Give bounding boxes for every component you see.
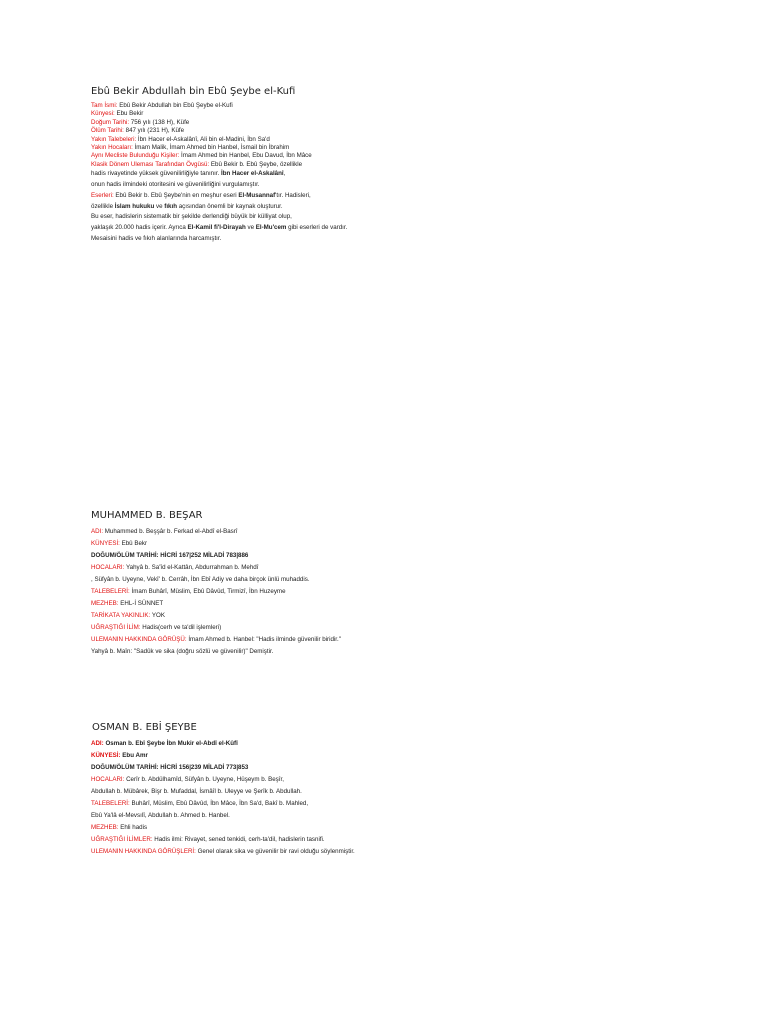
field-row [91, 738, 731, 750]
field-row [91, 586, 731, 598]
field-value: İmam Ahmed bin Hanbel, Ebu Davud, İbn Mâce [179, 152, 312, 160]
field-row [91, 846, 731, 858]
field-row [91, 798, 731, 810]
field-value: Genel olarak sika ve güvenilir bir ravi olduğu söylenmiştir. [195, 848, 355, 855]
field-label: UĞRAŞTIĞI İLİM: [91, 624, 141, 631]
field-value: Ebu Bekir [114, 110, 144, 118]
field-value: Osman b. Ebî Şeybe İbn Mukir el-Abdî el-Kûfî [103, 740, 238, 747]
field-row [91, 762, 731, 774]
field-value: Ebû Bekir Abdullah bin Ebû Şeybe el-Kufi [117, 102, 233, 109]
field-label: TARİKATA YAKINLIK: [91, 612, 151, 619]
text-run-bold: El-Musannaf [238, 191, 276, 199]
field-value: Ehli hadis [118, 824, 148, 831]
text-run: açısından önemli bir kaynak oluşturur. [177, 202, 283, 210]
field-row [91, 646, 731, 658]
field-row [91, 102, 731, 110]
field-label: TALEBELERİ: [91, 800, 130, 807]
field-row [91, 550, 731, 562]
field-value: Cerîr b. Abdülhamîd, Süfyân b. Uyeyne, Hüşeym b. Beşîr, [124, 776, 284, 783]
field-label: Ölüm Tarihi: [91, 127, 124, 135]
field-label: Künyesi: [91, 110, 115, 118]
field-value: , Süfyân b. Uyeyne, Vekî' b. Cerrâh, İbn Ebî Adiy ve daha birçok ünlü muhaddis. [91, 576, 310, 583]
text-run-bold: fıkıh [164, 202, 177, 210]
field-value: 847 yılı (231 H), Küfe [123, 127, 185, 135]
section-ebu-bekir [91, 86, 731, 245]
field-row [91, 822, 731, 834]
field-row [91, 810, 731, 822]
field-row [91, 610, 731, 622]
field-label: Yakın Hocaları: [91, 144, 133, 152]
field-value: Ebû Ya'lâ el-Mevsılî, Abdullah b. Ahmed b. Hanbel. [91, 812, 230, 819]
text-run: yaklaşık 20.000 hadis içerir. Ayrıca [91, 224, 188, 232]
text-run-bold: El-Kamil fi'l-Dirayah [187, 224, 246, 232]
field-list [91, 738, 731, 858]
field-row [91, 574, 731, 586]
field-label: Doğum Tarihi: [91, 118, 130, 126]
field-value: Ebû Bekir b. Ebû Şeybe, özellikle [209, 160, 303, 168]
section-title: Ebû Bekir Abdullah bin Ebû Şeybe el-Kufi [91, 86, 296, 97]
field-row [91, 774, 731, 786]
field-row [91, 144, 731, 152]
field-row [91, 127, 731, 135]
field-label: Tam İsmi: [91, 102, 118, 109]
field-row [91, 750, 731, 762]
text-run: özellikle [91, 202, 115, 210]
field-label: HOCALARI: [91, 564, 125, 571]
field-list [91, 526, 731, 658]
text-run: , [283, 170, 286, 178]
field-list [91, 102, 731, 169]
field-label: TALEBELERİ: [91, 588, 130, 595]
section-osman-b-ebi-seybe [91, 722, 731, 858]
field-value: Yahyâ b. Sa'îd el-Kattân, Abdurrahman b. Mehdî [124, 564, 259, 571]
text-run: hadis rivayetinde yüksek güvenilirliğiyle tanınır. [91, 170, 222, 178]
field-value: Abdullah b. Mübârek, Bişr b. Mufaddal, İsmâîl b. Uleyye ve Şerîk b. Abdullah. [91, 788, 302, 795]
body-text-line: Mesaisini hadis ve fıkıh alanlarında harcamıştır. [91, 235, 222, 243]
field-value: İmam Ahmed b. Hanbel: "Hadis ilminde güvenilir biridir." [186, 636, 341, 643]
text-run-bold: İbn Hacer el-Askalânî [221, 170, 284, 178]
field-label: UĞRAŞTIĞI İLİMLER: [91, 836, 153, 843]
field-value: Muhammed b. Beşşâr b. Ferkad el-Abdî el-Basrî [103, 528, 238, 535]
field-label: HOCALARI: [91, 776, 125, 783]
field-value: İmam Malik, İmam Ahmed bin Hanbel, İsmail bin İbrahim [132, 144, 290, 152]
field-label: ULEMANIN HAKKINDA GÖRÜŞÜ: [91, 636, 187, 643]
body-text-line [91, 191, 731, 202]
field-label: KÜNYESİ: [91, 540, 120, 547]
field-value: DOĞUM/ÖLÜM TARİHİ: HİCRİ 167|252 MİLADİ 783|886 [91, 552, 249, 559]
text-run: Ebû Bekir b. Ebû Şeybe'nin en meşhur eseri [113, 191, 239, 199]
field-value: Hadis ilmi: Rivayet, sened tenkidi, cerh-ta'dil, hadislerin tasnifi. [152, 836, 325, 843]
field-value: Ebu Amr [120, 752, 148, 759]
field-value: YOK [150, 612, 165, 619]
field-row [91, 634, 731, 646]
body-text-line [91, 223, 731, 234]
field-value: DOĞUM/ÖLÜM TARİHİ: HİCRİ 156|239 MİLADİ 773|853 [91, 764, 249, 771]
field-label: ULEMANIN HAKKINDA GÖRÜŞLERİ: [91, 848, 196, 855]
field-value: Ebû Bekr [119, 540, 148, 547]
field-row [91, 786, 731, 798]
section-muhammed-b-besar [91, 510, 731, 658]
field-row [91, 538, 731, 550]
body-text-line [91, 202, 731, 213]
text-run-bold: İslam hukuku [114, 202, 155, 210]
field-value: Yahyâ b. Maîn: "Sadûk ve sika (doğru sözlü ve güvenilir)" Demiştir. [91, 648, 274, 655]
field-row [91, 136, 731, 144]
section-title: OSMAN B. EBİ ŞEYBE [92, 722, 197, 733]
field-value: 756 yılı (138 H), Küfe [129, 118, 190, 126]
field-row [91, 152, 731, 160]
field-row [91, 562, 731, 574]
field-label: MEZHEB: [91, 824, 119, 831]
field-label: Yakın Talebeleri: [91, 135, 137, 143]
field-row [91, 526, 731, 538]
field-row [91, 161, 731, 169]
field-value: Hadis(cerh ve ta'dil işlemleri) [140, 624, 222, 631]
body-text-line: Bu eser, hadislerin sistematik bir şekilde derlendiği büyük bir külliyat olup, [91, 213, 292, 221]
field-label: Eserleri: [91, 191, 114, 199]
text-run: ve [154, 202, 165, 210]
field-row [91, 110, 731, 118]
section-title: MUHAMMED B. BEŞAR [91, 510, 203, 521]
field-row [91, 598, 731, 610]
field-row [91, 622, 731, 634]
field-value: Buhârî, Müslim, Ebû Dâvûd, İbn Mâce, İbn Sa'd, Bakî b. Mahled, [129, 800, 309, 807]
text-run-bold: El-Mu'cem [255, 224, 287, 232]
field-row [91, 834, 731, 846]
text-run: 'tır. Hadisleri, [275, 191, 311, 199]
field-row [91, 119, 731, 127]
field-label: Aynı Mecliste Bulunduğu Kişiler: [91, 152, 180, 160]
field-label: Klasik Dönem Uleması Tarafından Övgüsü: [91, 160, 210, 168]
field-value: EHL-İ SÜNNET [118, 600, 164, 607]
body-text-line [91, 169, 731, 180]
field-label: KÜNYESİ: [91, 752, 121, 759]
body-text-line: onun hadis ilmindeki otoritesini ve güvenilirliğini vurgulamıştır. [91, 181, 260, 189]
field-value: İmam Buhârî, Müslim, Ebû Dâvûd, Tirmizî, İbn Huzeyme [129, 588, 286, 595]
field-label: ADI: [91, 740, 104, 747]
text-run: ve [245, 224, 256, 232]
field-value: İbn Hacer el-Askalânî, Ali bin el-Madini, İbn Sa'd [136, 135, 270, 143]
field-label: MEZHEB: [91, 600, 119, 607]
text-run: gibi eserleri de vardır. [286, 224, 348, 232]
field-label: ADI: [91, 528, 104, 535]
